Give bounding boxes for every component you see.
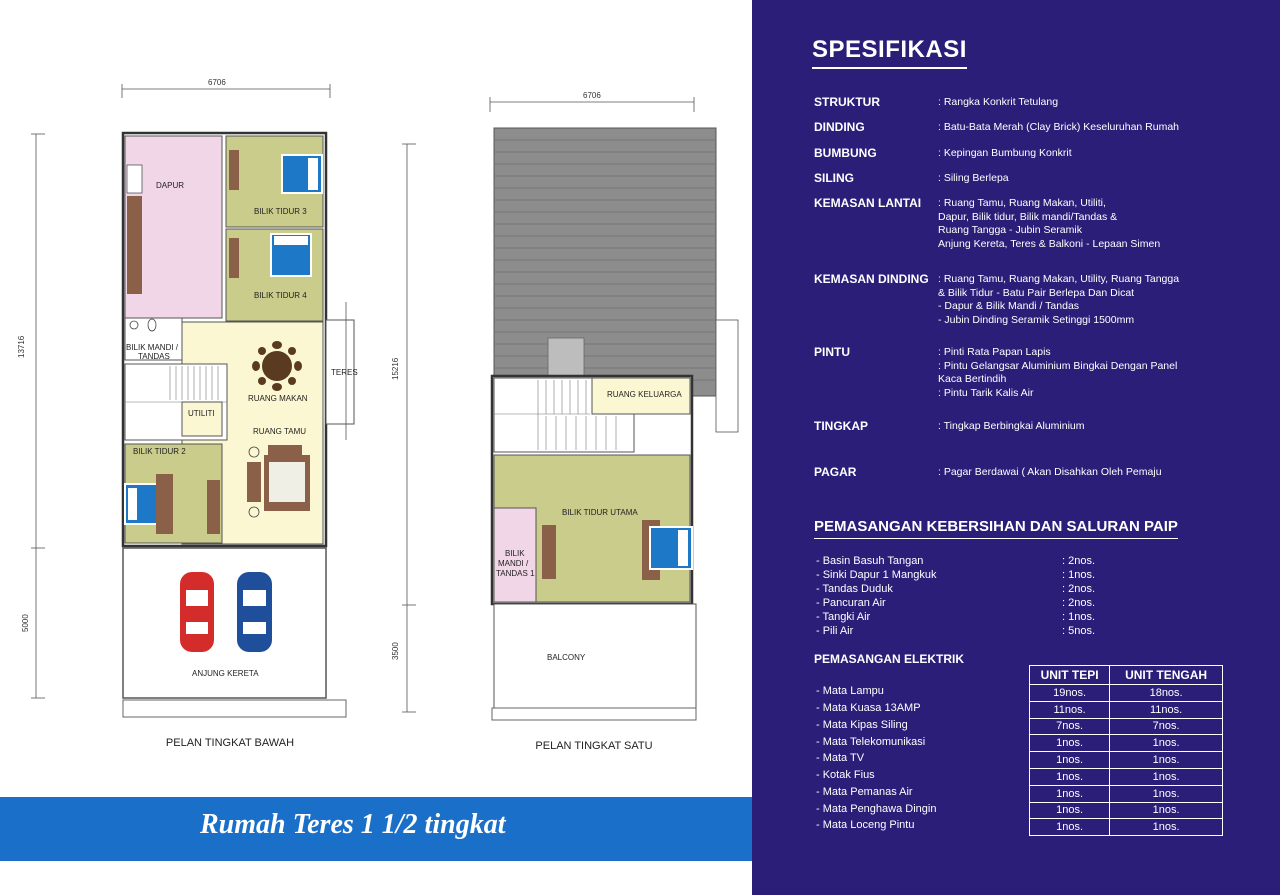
- electrical-item: - Mata Loceng Pintu: [816, 819, 915, 831]
- spec-key: PINTU: [814, 345, 850, 359]
- spec-value: : Batu-Bata Merah (Clay Brick) Keseluruhan Rumah: [938, 121, 1180, 133]
- spec-value: : Tingkap Berbingkai Aluminium: [938, 420, 1085, 432]
- room-label-first-bilik-mandi-3: TANDAS 1: [496, 569, 535, 578]
- cell-unit-tepi: 11nos.: [1030, 701, 1110, 718]
- electrical-item: - Mata Kuasa 13AMP: [816, 702, 921, 714]
- table-row: [1030, 718, 1223, 735]
- ground-depth-dimension: 13716: [17, 335, 26, 358]
- ground-width-dimension: 6706: [208, 78, 226, 87]
- room-label-bilik-tidur-3: BILIK TIDUR 3: [254, 207, 307, 216]
- plumbing-item: - Pili Air : 5nos.: [816, 625, 1096, 637]
- room-label-bilik-tidur-4: BILIK TIDUR 4: [254, 291, 307, 300]
- cell-unit-tepi: 1nos.: [1030, 768, 1110, 785]
- plumbing-item: - Tandas Duduk : 2nos.: [816, 583, 1096, 595]
- spec-value: : Rangka Konkrit Tetulang: [938, 96, 1059, 108]
- cell-unit-tepi: 1nos.: [1030, 802, 1110, 819]
- spec-key: KEMASAN LANTAI: [814, 196, 922, 210]
- cell-unit-tepi: 1nos.: [1030, 735, 1110, 752]
- cell-unit-tepi: 7nos.: [1030, 718, 1110, 735]
- spec-value: : Siling Berlepa: [938, 172, 1009, 184]
- table-row: [1030, 802, 1223, 819]
- cell-unit-tengah: 1nos.: [1110, 768, 1223, 785]
- room-label-dapur: DAPUR: [156, 181, 185, 190]
- cell-unit-tepi: 1nos.: [1030, 785, 1110, 802]
- electrical-item: - Mata Telekomunikasi: [816, 736, 926, 748]
- room-label-ruang-tamu: RUANG TAMU: [253, 427, 307, 436]
- cell-unit-tengah: 7nos.: [1110, 718, 1223, 735]
- plumbing-item: - Tangki Air : 1nos.: [816, 611, 1096, 623]
- first-floor-title: PELAN TINGKAT SATU: [535, 740, 653, 752]
- room-label-balcony-lower: BALCONY: [547, 653, 586, 662]
- electrical-item: - Mata TV: [816, 752, 865, 764]
- cell-unit-tengah: 11nos.: [1110, 701, 1223, 718]
- table-row: [1030, 735, 1223, 752]
- spec-title: SPESIFIKASI: [812, 36, 967, 69]
- plumbing-item: - Sinki Dapur 1 Mangkuk : 1nos.: [816, 569, 1096, 581]
- cell-unit-tepi: 1nos.: [1030, 819, 1110, 836]
- cell-unit-tengah: 1nos.: [1110, 752, 1223, 769]
- cell-unit-tepi: 1nos.: [1030, 752, 1110, 769]
- car-red-icon: [180, 572, 214, 652]
- table-row: [1030, 768, 1223, 785]
- table-header-row: [1030, 666, 1223, 685]
- table-row: [1030, 752, 1223, 769]
- plumbing-item: - Basin Basuh Tangan : 2nos.: [816, 555, 1096, 567]
- first-width-dimension: 6706: [583, 91, 601, 100]
- electrical-section-title: PEMASANGAN ELEKTRIK: [814, 652, 965, 666]
- first-floor-plan: [391, 91, 738, 720]
- specification-panel: [752, 0, 1280, 895]
- plumbing-item: - Pancuran Air : 2nos.: [816, 597, 1096, 609]
- room-label-bilik-mandi-2: TANDAS: [138, 352, 170, 361]
- first-depth-dimension: 15216: [391, 357, 400, 380]
- room-label-ruang-makan: RUANG MAKAN: [248, 394, 308, 403]
- spec-value: : Pinti Rata Papan Lapis : Pintu Gelangsar Aluminium Bingkai Dengan Panel Kaca Bertindih : Pintu Tarik Kalis Air: [938, 346, 1178, 399]
- ground-floor-plan: [17, 78, 358, 717]
- cell-unit-tengah: 1nos.: [1110, 819, 1223, 836]
- cell-unit-tengah: 1nos.: [1110, 735, 1223, 752]
- electrical-item: - Mata Kipas Siling: [816, 719, 908, 731]
- table-row: [1030, 701, 1223, 718]
- electrical-item: - Mata Penghawa Dingin: [816, 803, 937, 815]
- room-label-anjung-kereta: ANJUNG KERETA: [192, 669, 259, 678]
- room-label-teres: TERES: [331, 368, 358, 377]
- table-row: [1030, 819, 1223, 836]
- cell-unit-tepi: 19nos.: [1030, 685, 1110, 702]
- ground-floor-title: PELAN TINGKAT BAWAH: [165, 737, 295, 749]
- room-label-bilik-tidur-2: BILIK TIDUR 2: [133, 447, 186, 456]
- spec-value: : Ruang Tamu, Ruang Makan, Utility, Ruang Tangga & Bilik Tidur - Batu Pair Berlepa Dan Dicat - Dapur & Bilik Mandi / Tandas - Jubin Dinding Seramik Setinggi 1500mm: [938, 273, 1180, 326]
- table-row: [1030, 685, 1223, 702]
- cell-unit-tengah: 1nos.: [1110, 802, 1223, 819]
- spec-key: KEMASAN DINDING: [814, 272, 929, 286]
- spec-key: STRUKTUR: [814, 95, 880, 109]
- room-label-bilik-tidur-utama: BILIK TIDUR UTAMA: [562, 508, 638, 517]
- electrical-item: - Mata Lampu: [816, 685, 884, 697]
- spec-value: : Pagar Berdawai ( Akan Disahkan Oleh Pemaju: [938, 466, 1162, 478]
- spec-value: : Kepingan Bumbung Konkrit: [938, 147, 1072, 159]
- spec-key: PAGAR: [814, 465, 857, 479]
- car-blue-icon: [237, 572, 272, 652]
- spec-value: : Ruang Tamu, Ruang Makan, Utiliti, Dapur, Bilik tidur, Bilik mandi/Tandas & Ruang Tangga - Jubin Seramik Anjung Kereta, Teres & Balkoni - Lepaan Simen: [938, 197, 1161, 250]
- banner-title: Rumah Teres 1 1/2 tingkat: [200, 809, 506, 840]
- room-label-first-bilik-mandi-1: BILIK: [505, 549, 525, 558]
- ground-porch-dimension: 5000: [21, 614, 30, 632]
- electrical-units-table: [1029, 665, 1223, 836]
- cell-unit-tengah: 18nos.: [1110, 685, 1223, 702]
- spec-key: BUMBUNG: [814, 146, 877, 160]
- spec-key: SILING: [814, 171, 855, 185]
- electrical-item: - Mata Pemanas Air: [816, 786, 913, 798]
- spec-key: TINGKAP: [814, 419, 868, 433]
- electrical-item: - Kotak Fius: [816, 769, 875, 781]
- title-banner: [0, 797, 752, 861]
- column-header-unit-tengah: UNIT TENGAH: [1110, 666, 1223, 685]
- plumbing-section-title: PEMASANGAN KEBERSIHAN DAN SALURAN PAIP: [814, 518, 1178, 539]
- room-label-utiliti: UTILITI: [188, 409, 215, 418]
- room-label-ruang-keluarga: RUANG KELUARGA: [607, 390, 682, 399]
- room-label-first-bilik-mandi-2: MANDI /: [498, 559, 529, 568]
- cell-unit-tengah: 1nos.: [1110, 785, 1223, 802]
- column-header-unit-tepi: UNIT TEPI: [1030, 666, 1110, 685]
- spec-key: DINDING: [814, 120, 865, 134]
- first-balcony-dimension: 3500: [391, 642, 400, 660]
- room-label-bilik-mandi-1: BILIK MANDI /: [126, 343, 179, 352]
- table-row: [1030, 785, 1223, 802]
